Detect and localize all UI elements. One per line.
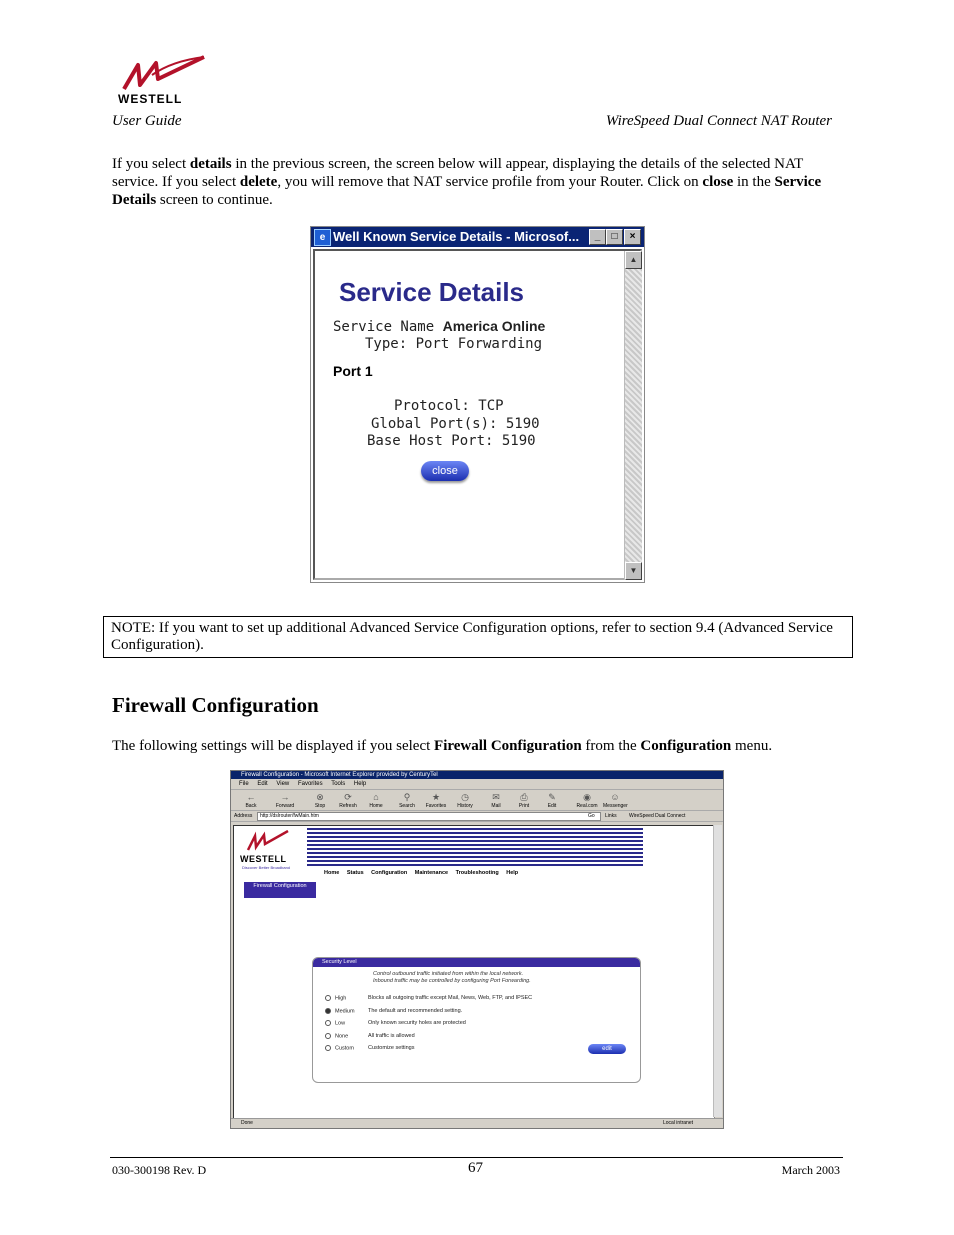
- global-ports: Global Port(s): 5190: [371, 416, 540, 432]
- port-label: Port 1: [333, 363, 373, 379]
- note-box: NOTE: If you want to set up additional Advanced Service Configuration options, refer to section 9.4 (Advanced Service Configuration).: [103, 616, 853, 658]
- search-button[interactable]: ⚲ Search: [395, 792, 419, 809]
- mail-button[interactable]: ✉ Mail: [484, 792, 508, 809]
- page-content: [233, 825, 715, 1119]
- realcom-button[interactable]: ◉ Real.com: [576, 792, 598, 809]
- logo-text: WESTELL: [118, 92, 183, 106]
- nav-help[interactable]: Help: [506, 870, 519, 876]
- messenger-icon: ☺: [610, 792, 620, 802]
- home-icon: ⌂: [373, 792, 379, 802]
- history-icon: ◷: [461, 792, 469, 802]
- favorites-icon: ★: [431, 792, 441, 802]
- real-icon: ◉: [583, 792, 591, 802]
- protocol: Protocol: TCP: [394, 398, 504, 414]
- intro-paragraph: If you select details in the previous screen, the screen below will appear, displaying the details of the selected NAT service. If you select delete, you will remove that NAT service profile from your Router. Click on close in the Service Details screen to continue.: [112, 156, 822, 208]
- option-low[interactable]: Low: [325, 1020, 345, 1026]
- stop-icon: ⊗: [316, 792, 324, 802]
- close-window-button[interactable]: ×: [624, 229, 641, 245]
- option-medium[interactable]: Medium: [325, 1008, 355, 1014]
- back-icon: ←: [246, 792, 256, 802]
- status-bar: [231, 1118, 723, 1128]
- footer-rule: [110, 1157, 843, 1158]
- westell-swoosh-icon: [240, 830, 290, 852]
- browser-window: [230, 770, 724, 1129]
- browser-toolbar: [231, 790, 723, 811]
- forward-icon: →: [280, 792, 290, 802]
- service-name-row: Service Name America Online: [333, 318, 546, 335]
- ie-icon: e: [314, 229, 331, 246]
- print-button[interactable]: ⎙ Print: [512, 792, 536, 809]
- service-type: Type: Port Forwarding: [365, 336, 543, 352]
- close-button[interactable]: close: [421, 461, 469, 481]
- scroll-down-button[interactable]: ▼: [625, 562, 642, 580]
- menu-edit[interactable]: Edit: [257, 781, 268, 787]
- menu-view[interactable]: View: [276, 781, 290, 787]
- address-input[interactable]: http://dslrouter/fwMain.htm: [257, 812, 601, 821]
- window-title: Well Known Service Details - Microsof...: [333, 229, 580, 244]
- menu-help[interactable]: Help: [353, 781, 367, 787]
- favorites-button[interactable]: ★ Favorites: [425, 792, 447, 809]
- search-icon: ⚲: [403, 792, 411, 802]
- menu-favorites[interactable]: Favorites: [297, 781, 323, 787]
- westell-logo: [112, 55, 207, 107]
- messenger-button[interactable]: ☺ Messenger: [603, 792, 628, 809]
- radio-high: [325, 995, 331, 1001]
- option-medium-desc: The default and recommended setting.: [368, 1008, 463, 1014]
- edit-button[interactable]: edit: [588, 1044, 626, 1054]
- nav-home[interactable]: Home: [324, 870, 340, 876]
- radio-none: [325, 1033, 331, 1039]
- maximize-button[interactable]: □: [606, 229, 623, 245]
- security-description: Control outbound traffic initiated from within the local network. Inbound traffic may be controlled by configuring Port Forwarding.: [373, 971, 531, 984]
- status-done: Done: [241, 1120, 253, 1126]
- refresh-button[interactable]: ⟳ Refresh: [336, 792, 360, 809]
- firewall-intro: The following settings will be displayed if you select Firewall Configuration from the Configuration menu.: [112, 738, 773, 754]
- option-high[interactable]: High: [325, 995, 346, 1001]
- browser-menubar: [231, 779, 723, 790]
- nav-troubleshooting[interactable]: Troubleshooting: [455, 870, 499, 876]
- option-custom[interactable]: Custom: [325, 1045, 354, 1051]
- minimize-button[interactable]: _: [589, 229, 606, 245]
- print-icon: ⎙: [520, 792, 528, 802]
- edit-icon: ✎: [548, 792, 556, 802]
- address-bar: [231, 811, 723, 822]
- browser-title: Firewall Configuration - Microsoft Internet Explorer provided by CenturyTel: [241, 772, 438, 778]
- security-level-heading: Security Level: [313, 958, 640, 967]
- forward-button[interactable]: → Forward: [273, 792, 297, 809]
- radio-medium: [325, 1008, 331, 1014]
- back-button[interactable]: ← Back: [239, 792, 263, 809]
- link-wirespeed[interactable]: WireSpeed Dual Connect: [629, 813, 686, 819]
- browser-titlebar: [231, 771, 723, 779]
- westell-swoosh-icon: [112, 55, 207, 93]
- address-label: Address: [234, 813, 253, 819]
- header-right: WireSpeed Dual Connect NAT Router: [605, 113, 832, 129]
- security-level-panel: [312, 957, 641, 1083]
- links-label[interactable]: Links: [605, 813, 617, 819]
- option-low-desc: Only known security holes are protected: [368, 1020, 466, 1026]
- header-left: User Guide: [112, 113, 182, 129]
- refresh-icon: ⟳: [344, 792, 352, 802]
- radio-low: [325, 1020, 331, 1026]
- menu-file[interactable]: File: [239, 781, 249, 787]
- scrollbar[interactable]: [624, 251, 642, 580]
- nav-configuration[interactable]: Configuration: [371, 870, 408, 876]
- option-none-desc: All traffic is allowed: [368, 1033, 415, 1039]
- page-number: 67: [468, 1160, 483, 1176]
- footer-left: 030-300198 Rev. D: [112, 1163, 207, 1177]
- nav-status[interactable]: Status: [346, 870, 364, 876]
- window-titlebar: [311, 227, 644, 247]
- nav-maintenance[interactable]: Maintenance: [414, 870, 449, 876]
- stop-button[interactable]: ⊗ Stop: [308, 792, 332, 809]
- option-custom-desc: Customize settings: [368, 1045, 415, 1051]
- option-high-desc: Blocks all outgoing traffic except Mail, News, Web, FTP, and IPSEC: [368, 995, 533, 1001]
- page-logo: [240, 830, 300, 874]
- menu-tools[interactable]: Tools: [331, 781, 346, 787]
- page-tagline: Discover Better Broadband: [242, 865, 291, 870]
- page-logo-text: WESTELL: [240, 854, 287, 864]
- status-zone: Local intranet: [662, 1120, 693, 1126]
- history-button[interactable]: ◷ History: [453, 792, 477, 809]
- section-heading: Firewall Configuration: [112, 693, 319, 717]
- browser-scrollbar[interactable]: [713, 825, 722, 1117]
- option-none[interactable]: None: [325, 1033, 348, 1039]
- service-details-window: [310, 226, 645, 583]
- footer-right: March 2003: [781, 1163, 840, 1177]
- radio-custom: [325, 1045, 331, 1051]
- edit-page-button[interactable]: ✎ Edit: [540, 792, 564, 809]
- base-host-port: Base Host Port: 5190: [367, 433, 536, 449]
- go-button[interactable]: Go: [588, 813, 595, 819]
- main-nav: [324, 870, 524, 876]
- firewall-config-side-button[interactable]: Firewall Configuration: [244, 882, 316, 898]
- home-button[interactable]: ⌂ Home: [364, 792, 388, 809]
- mail-icon: ✉: [492, 792, 500, 802]
- scroll-up-button[interactable]: ▲: [625, 251, 642, 269]
- service-details-heading: Service Details: [339, 277, 525, 307]
- header-stripes: [307, 828, 643, 868]
